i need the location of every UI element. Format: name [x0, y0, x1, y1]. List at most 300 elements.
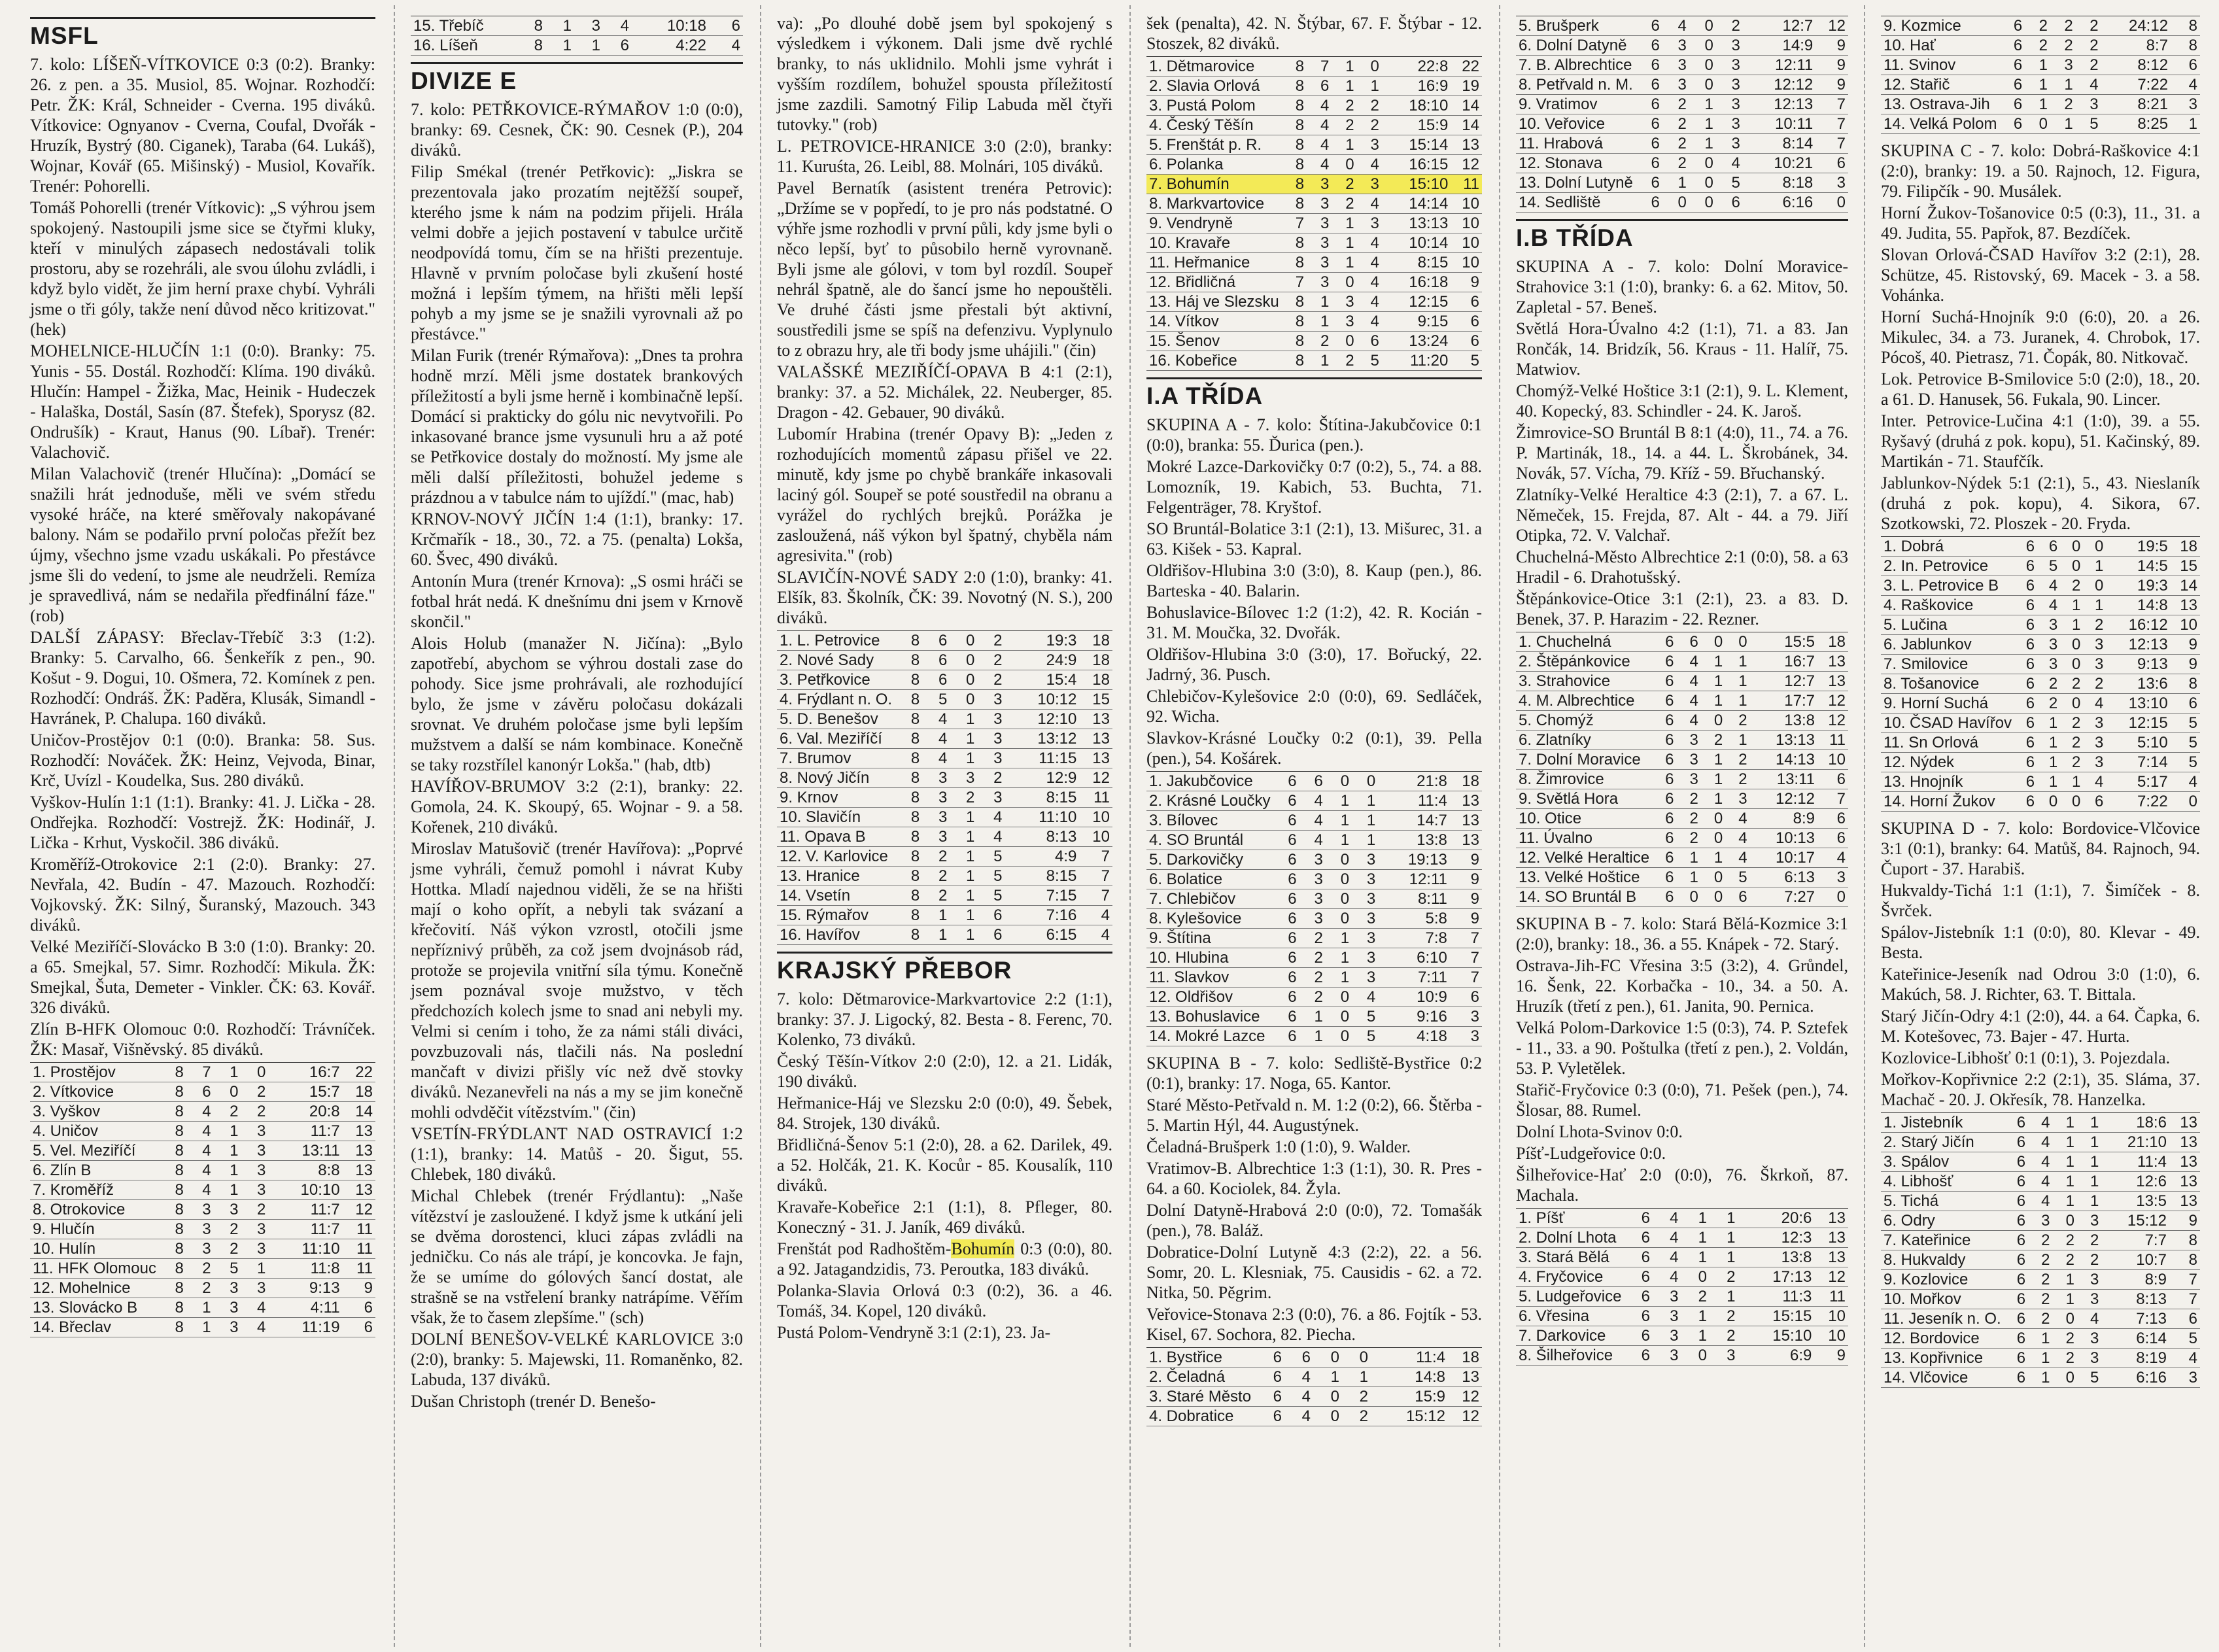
draws: 0	[2053, 1368, 2077, 1388]
team-name: 11. Úvalno	[1516, 829, 1652, 848]
losses: 2	[1710, 1267, 1738, 1287]
draws: 1	[1326, 831, 1352, 850]
team-name: 1. Píšť	[1516, 1209, 1624, 1228]
matches-played: 6	[1273, 850, 1299, 870]
article-paragraph: Hukvaldy-Tichá 1:1 (1:1), 7. Šimíček - 8. Švrček.	[1881, 881, 2200, 920]
table-row	[1146, 155, 1482, 175]
score: 10:13	[1750, 829, 1817, 848]
score: 11:4	[1371, 1348, 1448, 1368]
draws: 3	[1332, 312, 1356, 332]
points: 13	[343, 1122, 375, 1141]
matches-played: 6	[1652, 809, 1676, 829]
draws: 3	[1332, 292, 1356, 312]
article-paragraph: Ostrava-Jih-FC Vřesina 3:5 (3:2), 4. Grůndel, 16. Šenk, 22. Korbačka - 10., 34. a 50. A. Hruzík (třetí z pen.), 61. Janita, 90. Pernica.	[1516, 956, 1848, 1016]
losses: 2	[2076, 36, 2101, 56]
draws: 1	[2053, 1290, 2077, 1309]
score: 20:8	[268, 1102, 342, 1122]
article-paragraph: Horní Suchá-Hnojník 9:0 (6:0), 20. a 26. Mikulec, 34. a 73. Juranek, 4. Chrobok, 17. Pócoš, 40. Pietrasz, 71. Čopák, 80. Nitkovač.	[1881, 307, 2200, 367]
team-name: 1. Jakubčovice	[1146, 772, 1273, 791]
draws: 2	[2050, 95, 2076, 114]
matches-played: 6	[1999, 75, 2025, 95]
score: 12:6	[2101, 1172, 2169, 1192]
table-row	[1881, 114, 2200, 134]
points: 12	[1448, 1387, 1482, 1407]
table-row	[1146, 889, 1482, 909]
points: 9	[2171, 635, 2200, 655]
losses: 3	[2076, 95, 2101, 114]
matches-played: 8	[895, 631, 922, 651]
table-row	[1881, 557, 2200, 576]
team-name: 13. Bohuslavice	[1146, 1007, 1273, 1027]
table-row	[1146, 1027, 1482, 1046]
points: 13	[1079, 749, 1112, 768]
table-row	[1881, 674, 2200, 694]
wins: 2	[1662, 134, 1689, 154]
points: 11	[343, 1239, 375, 1259]
score: 11:4	[1378, 791, 1450, 811]
points: 13	[2169, 1113, 2200, 1133]
draws: 0	[2060, 635, 2083, 655]
points: 6	[343, 1318, 375, 1337]
points: 4	[2171, 75, 2200, 95]
team-name: 2. Nové Sady	[777, 651, 895, 670]
matches-played: 8	[159, 1239, 186, 1259]
column-divider	[760, 5, 761, 1647]
points: 3	[1815, 173, 1848, 193]
team-name: 2. Vítkovice	[30, 1082, 159, 1102]
article-paragraph: Dolní Lhota-Svinov 0:0.	[1516, 1122, 1683, 1141]
matches-played: 6	[1652, 770, 1676, 789]
wins: 4	[2028, 1152, 2052, 1172]
score: 19:5	[2106, 537, 2170, 557]
losses: 1	[1710, 1287, 1738, 1307]
score: 8:11	[1378, 889, 1450, 909]
score: 15:7	[268, 1082, 342, 1102]
wins: 1	[2028, 1349, 2052, 1368]
score: 4:22	[632, 36, 709, 56]
losses: 4	[2083, 772, 2106, 792]
points: 13	[1814, 1209, 1848, 1228]
wins: 2	[1676, 789, 1700, 809]
losses: 3	[2083, 655, 2106, 674]
losses: 3	[241, 1122, 268, 1141]
team-name: 10. Otice	[1516, 809, 1652, 829]
points: 9	[2171, 655, 2200, 674]
news-column	[400, 0, 753, 1652]
losses: 5	[1716, 173, 1743, 193]
points: 18	[1817, 632, 1848, 652]
draws: 0	[950, 631, 977, 651]
article-paragraph: Vyškov-Hulín 1:1 (1:1). Branky: 41. J. Lička - 28. Ondřejka. Rozhodčí: Vostrejž. ŽK: Hodinář, J. Lička - Krhut, Vyskočil. 386 diváků.	[30, 793, 375, 852]
matches-played: 8	[1282, 332, 1307, 351]
draws: 0	[1326, 850, 1352, 870]
draws: 3	[214, 1298, 241, 1318]
losses: 0	[2083, 537, 2106, 557]
matches-played: 6	[2004, 1270, 2028, 1290]
table-row	[1881, 36, 2200, 56]
score: 15:4	[1005, 670, 1080, 690]
table-row	[1516, 632, 1848, 652]
wins: 6	[1299, 772, 1326, 791]
points: 13	[1450, 811, 1482, 831]
article-paragraph: Mokré Lazce-Darkovičky 0:7 (0:2), 5., 74. a 88. Lomozník, 19. Kabich, 53. Buchta, 71. Felgenträger, 78. Kryštof.	[1146, 457, 1482, 517]
losses: 4	[1725, 829, 1749, 848]
article-paragraph: Polanka-Slavia Orlová 0:3 (0:2), 36. a 46. Tomáš, 34. Kopel, 120 diváků.	[777, 1281, 1112, 1320]
wins: 1	[922, 925, 950, 945]
table-row	[1881, 615, 2200, 635]
losses: 2	[241, 1082, 268, 1102]
losses: 4	[1357, 312, 1382, 332]
score: 20:6	[1738, 1209, 1814, 1228]
matches-played: 8	[1282, 155, 1307, 175]
team-name: 11. Svinov	[1881, 56, 1999, 75]
article-paragraph: Mořkov-Kopřivnice 2:2 (2:1), 35. Sláma, 37. Machač - 20. J. Okřesík, 78. Hanzelka.	[1881, 1070, 2200, 1109]
team-name: 10. Hlubina	[1146, 948, 1273, 968]
draws: 5	[214, 1259, 241, 1279]
score: 15:12	[1371, 1407, 1448, 1426]
team-name: 11. HFK Olomouc	[30, 1259, 159, 1279]
wins: 3	[1676, 731, 1700, 750]
table-row	[30, 1200, 375, 1220]
table-row	[1516, 1307, 1848, 1326]
article-paragraph: Starý Jičín-Odry 4:1 (2:0), 44. a 64. Čapka, 6. M. Kotešovec, 73. Bajer - 47. Hurta.	[1881, 1007, 2200, 1046]
news-column	[766, 0, 1123, 1652]
wins: 4	[1299, 831, 1326, 850]
matches-played: 6	[2014, 615, 2037, 635]
matches-played: 6	[1273, 929, 1299, 948]
score: 15:9	[1371, 1387, 1448, 1407]
losses: 1	[1725, 652, 1749, 672]
article-paragraph: L. PETROVICE-HRANICE 3:0 (2:0), branky: 11. Kuruśta, 26. Leibl, 88. Molnári, 105 diváků.	[777, 137, 1112, 176]
draws: 0	[1681, 1346, 1710, 1366]
team-name: 1. Prostějov	[30, 1063, 159, 1082]
draws: 1	[1326, 811, 1352, 831]
draws: 2	[1332, 351, 1356, 371]
draws: 1	[214, 1122, 241, 1141]
team-name: 9. Kozlovice	[1881, 1270, 2004, 1290]
table-row	[30, 1180, 375, 1200]
table-row	[1146, 1407, 1482, 1426]
draws: 1	[1326, 968, 1352, 988]
score: 8:19	[2101, 1349, 2169, 1368]
wins: 4	[1307, 96, 1332, 116]
wins: 4	[2037, 596, 2060, 615]
score: 18:6	[2101, 1113, 2169, 1133]
points: 8	[2171, 674, 2200, 694]
wins: 4	[1653, 1228, 1681, 1248]
losses: 3	[1357, 135, 1382, 155]
score: 15:14	[1382, 135, 1451, 155]
wins: 3	[1299, 889, 1326, 909]
points: 18	[1079, 651, 1112, 670]
team-name: 9. Světlá Hora	[1516, 789, 1652, 809]
points: 6	[1450, 988, 1482, 1007]
team-name: 10. Hať	[1881, 36, 1999, 56]
league-table	[1516, 632, 1848, 907]
score: 8:9	[2101, 1270, 2169, 1290]
points: 5	[2171, 753, 2200, 772]
losses: 6	[977, 906, 1005, 925]
table-row	[1146, 312, 1482, 332]
matches-played: 8	[895, 788, 922, 808]
table-row	[1881, 1172, 2200, 1192]
score: 8:25	[2101, 114, 2171, 134]
league-table	[1516, 16, 1848, 213]
table-row	[30, 1259, 375, 1279]
table-row	[411, 36, 743, 56]
points: 7	[2169, 1270, 2200, 1290]
matches-played: 6	[1273, 948, 1299, 968]
score: 13:5	[2101, 1192, 2169, 1211]
wins: 3	[922, 768, 950, 788]
table-row	[777, 788, 1112, 808]
score: 13:8	[1378, 831, 1450, 850]
score: 14:9	[1743, 36, 1815, 56]
wins: 3	[186, 1200, 214, 1220]
table-row	[1516, 770, 1848, 789]
matches-played: 6	[1999, 16, 2025, 36]
table-row	[1146, 253, 1482, 273]
team-name: 7. Bohumín	[1146, 175, 1282, 194]
points: 10	[1079, 827, 1112, 847]
losses: 0	[241, 1063, 268, 1082]
wins: 4	[1676, 691, 1700, 711]
wins: 3	[1653, 1287, 1681, 1307]
wins: 1	[2037, 733, 2060, 753]
losses: 5	[1725, 868, 1749, 887]
draws: 1	[1681, 1307, 1710, 1326]
draws: 2	[214, 1220, 241, 1239]
matches-played: 6	[1624, 1267, 1653, 1287]
losses: 3	[1352, 968, 1378, 988]
matches-played: 8	[1282, 194, 1307, 214]
team-name: 1. Jistebník	[1881, 1113, 2004, 1133]
matches-played: 6	[1999, 95, 2025, 114]
losses: 3	[2083, 753, 2106, 772]
team-name: 14. Horní Žukov	[1881, 792, 2014, 812]
team-name: 7. Dolní Moravice	[1516, 750, 1652, 770]
points: 5	[2171, 733, 2200, 753]
points: 15	[1079, 690, 1112, 710]
matches-played: 6	[1999, 36, 2025, 56]
table-row	[1516, 809, 1848, 829]
points: 13	[1817, 672, 1848, 691]
team-name: 10. Slavičín	[777, 808, 895, 827]
article-paragraph: Oldřišov-Hlubina 3:0 (3:0), 8. Kaup (pen.), 86. Barteska - 40. Balarin.	[1146, 561, 1482, 600]
team-name: 15. Třebíč	[411, 16, 517, 36]
losses: 4	[2083, 694, 2106, 714]
team-name: 7. Darkovice	[1516, 1326, 1624, 1346]
points: 0	[1817, 887, 1848, 907]
score: 8:15	[1382, 253, 1451, 273]
table-row	[777, 808, 1112, 827]
losses: 6	[2083, 792, 2106, 812]
losses: 3	[977, 788, 1005, 808]
matches-played: 8	[895, 847, 922, 867]
table-row	[30, 1141, 375, 1161]
wins: 4	[1299, 791, 1326, 811]
table-row	[777, 847, 1112, 867]
draws: 0	[1332, 332, 1356, 351]
draws: 1	[574, 36, 603, 56]
wins: 4	[1284, 1368, 1313, 1387]
score: 16:7	[1750, 652, 1817, 672]
matches-played: 8	[1282, 57, 1307, 77]
losses: 3	[2083, 635, 2106, 655]
team-name: 4. SO Bruntál	[1146, 831, 1273, 850]
table-row	[1516, 193, 1848, 213]
draws: 0	[1701, 887, 1725, 907]
points: 6	[2169, 1309, 2200, 1329]
wins: 2	[1299, 948, 1326, 968]
points: 6	[1451, 312, 1482, 332]
team-name: 13. Hnojník	[1881, 772, 2014, 792]
team-name: 13. Kopřivnice	[1881, 1349, 2004, 1368]
wins: 6	[1284, 1348, 1313, 1368]
team-name: 16. Kobeřice	[1146, 351, 1282, 371]
table-row	[1146, 772, 1482, 791]
score: 8:18	[1743, 173, 1815, 193]
team-name: 6. Val. Meziříčí	[777, 729, 895, 749]
points: 13	[1451, 135, 1482, 155]
score: 5:17	[2106, 772, 2170, 792]
score: 6:16	[1743, 193, 1815, 213]
draws: 0	[214, 1082, 241, 1102]
losses: 3	[2083, 733, 2106, 753]
table-row	[1881, 792, 2200, 812]
table-row	[1881, 1290, 2200, 1309]
table-row	[30, 1239, 375, 1259]
losses: 3	[1352, 889, 1378, 909]
score: 13:10	[2106, 694, 2170, 714]
table-row	[777, 925, 1112, 945]
points: 5	[2171, 714, 2200, 733]
losses: 3	[1716, 56, 1743, 75]
team-name: 8. Otrokovice	[30, 1200, 159, 1220]
losses: 2	[241, 1102, 268, 1122]
article-paragraph: va): „Po dlouhé době jsem byl spokojený s výsledkem i výkonem. Dali jsme dvě rychlé branky, to nás uklidnilo. Mohli jsme vyhrát i vyšším rozdílem, bohužel spousta příležitostí jsme zazdili. Samotný Filip Labuda měl čtyři tutovky." (rob)	[777, 14, 1112, 134]
team-name: 1. Dobrá	[1881, 537, 2014, 557]
score: 7:8	[1378, 929, 1450, 948]
losses: 1	[1710, 1228, 1738, 1248]
draws: 0	[950, 690, 977, 710]
wins: 4	[1307, 116, 1332, 135]
wins: 4	[1653, 1209, 1681, 1228]
points: 11	[1079, 788, 1112, 808]
draws: 2	[2053, 1349, 2077, 1368]
table-row	[1881, 1231, 2200, 1250]
points: 13	[2171, 596, 2200, 615]
losses: 6	[1357, 332, 1382, 351]
article-paragraph: DALŠÍ ZÁPASY: Břeclav-Třebíč 3:3 (1:2). Branky: 5. Carvalho, 66. Šenkeřík z pen., 90. Košut - 9. Dogui, 10. Ošmera, 72. Komínek z pen. Rozhodčí: Ondráš. ŽK: Paděra, Klusák, Simandl - Havránek, P. Chalupa. 160 diváků.	[30, 628, 375, 728]
team-name: 1. Bystřice	[1146, 1348, 1256, 1368]
draws: 1	[950, 925, 977, 945]
matches-played: 6	[1624, 1346, 1653, 1366]
matches-played: 6	[1624, 1248, 1653, 1267]
points: 7	[1815, 114, 1848, 134]
draws: 1	[2053, 1113, 2077, 1133]
losses: 3	[2083, 714, 2106, 733]
score: 13:24	[1382, 332, 1451, 351]
wins: 3	[1299, 870, 1326, 889]
league-table	[1516, 1208, 1848, 1366]
table-row	[1516, 1228, 1848, 1248]
wins: 2	[1676, 809, 1700, 829]
points: 12	[1815, 16, 1848, 36]
table-row	[1881, 694, 2200, 714]
section-heading: I.A TŘÍDA	[1146, 377, 1482, 411]
draws: 0	[2053, 1309, 2077, 1329]
score: 6:14	[2101, 1329, 2169, 1349]
losses: 3	[2077, 1211, 2101, 1231]
matches-played: 6	[1273, 1027, 1299, 1046]
team-name: 6. Jablunkov	[1881, 635, 2014, 655]
wins: 0	[2025, 114, 2050, 134]
score: 6:16	[2101, 1368, 2169, 1388]
matches-played: 8	[159, 1180, 186, 1200]
table-row	[1516, 95, 1848, 114]
score: 24:9	[1005, 651, 1080, 670]
table-row	[1146, 194, 1482, 214]
losses: 5	[1352, 1027, 1378, 1046]
wins: 4	[1299, 811, 1326, 831]
wins: 1	[186, 1298, 214, 1318]
league-table	[1146, 1347, 1482, 1426]
draws: 2	[2050, 36, 2076, 56]
losses: 4	[241, 1318, 268, 1337]
score: 6:15	[1005, 925, 1080, 945]
team-name: 8. Petřvald n. M.	[1516, 75, 1636, 95]
draws: 0	[2060, 792, 2083, 812]
matches-played: 6	[2004, 1309, 2028, 1329]
draws: 0	[1326, 870, 1352, 889]
matches-played: 6	[1624, 1326, 1653, 1346]
article-paragraph: Slavkov-Krásné Loučky 0:2 (0:1), 39. Pella (pen.), 54. Košárek.	[1146, 729, 1482, 768]
points: 7	[1079, 847, 1112, 867]
matches-played: 6	[2004, 1250, 2028, 1270]
table-row	[1881, 1309, 2200, 1329]
table-row	[1881, 576, 2200, 596]
draws: 1	[1689, 134, 1716, 154]
team-name: 12. Stonava	[1516, 154, 1636, 173]
losses: 2	[1710, 1326, 1738, 1346]
wins: 1	[1676, 868, 1700, 887]
article-paragraph: Stařič-Fryčovice 0:3 (0:0), 71. Pešek (pen.), 74. Šlosar, 88. Rumel.	[1516, 1080, 1848, 1120]
score: 13:11	[268, 1141, 342, 1161]
losses: 1	[1352, 811, 1378, 831]
matches-played: 8	[1282, 135, 1307, 155]
wins: 3	[922, 827, 950, 847]
team-name: 9. Horní Suchá	[1881, 694, 2014, 714]
losses: 2	[2083, 674, 2106, 694]
table-row	[1516, 1287, 1848, 1307]
losses: 2	[1710, 1307, 1738, 1326]
article-paragraph: Filip Smékal (trenér Petřkovic): „Jiskra se prezentovala jako prozatím nejtěžší soupeř, kterého jsme k nám na podzim přijeli. Hrála velmi dobře a jejich postavení v tabulce určitě neodpovídá tomu, čím se na hřišti prezentuje. Hlavně v prvním poločase byli zkušení hosté možná i lepším týmem, na hřišti měli lepší pohyb a my jsme se je snažili vyrovnali až po přestávce."	[411, 162, 743, 343]
points: 12	[1448, 1407, 1482, 1426]
score: 19:3	[1005, 631, 1080, 651]
team-name: 4. Dobratice	[1146, 1407, 1256, 1426]
draws: 2	[1701, 731, 1725, 750]
points: 1	[2171, 114, 2200, 134]
score: 15:10	[1382, 175, 1451, 194]
wins: 7	[1307, 57, 1332, 77]
matches-played: 6	[2004, 1152, 2028, 1172]
draws: 1	[214, 1063, 241, 1082]
score: 14:14	[1382, 194, 1451, 214]
draws: 0	[1681, 1267, 1710, 1287]
section-heading: DIVIZE E	[411, 62, 743, 95]
table-row	[1516, 1326, 1848, 1346]
